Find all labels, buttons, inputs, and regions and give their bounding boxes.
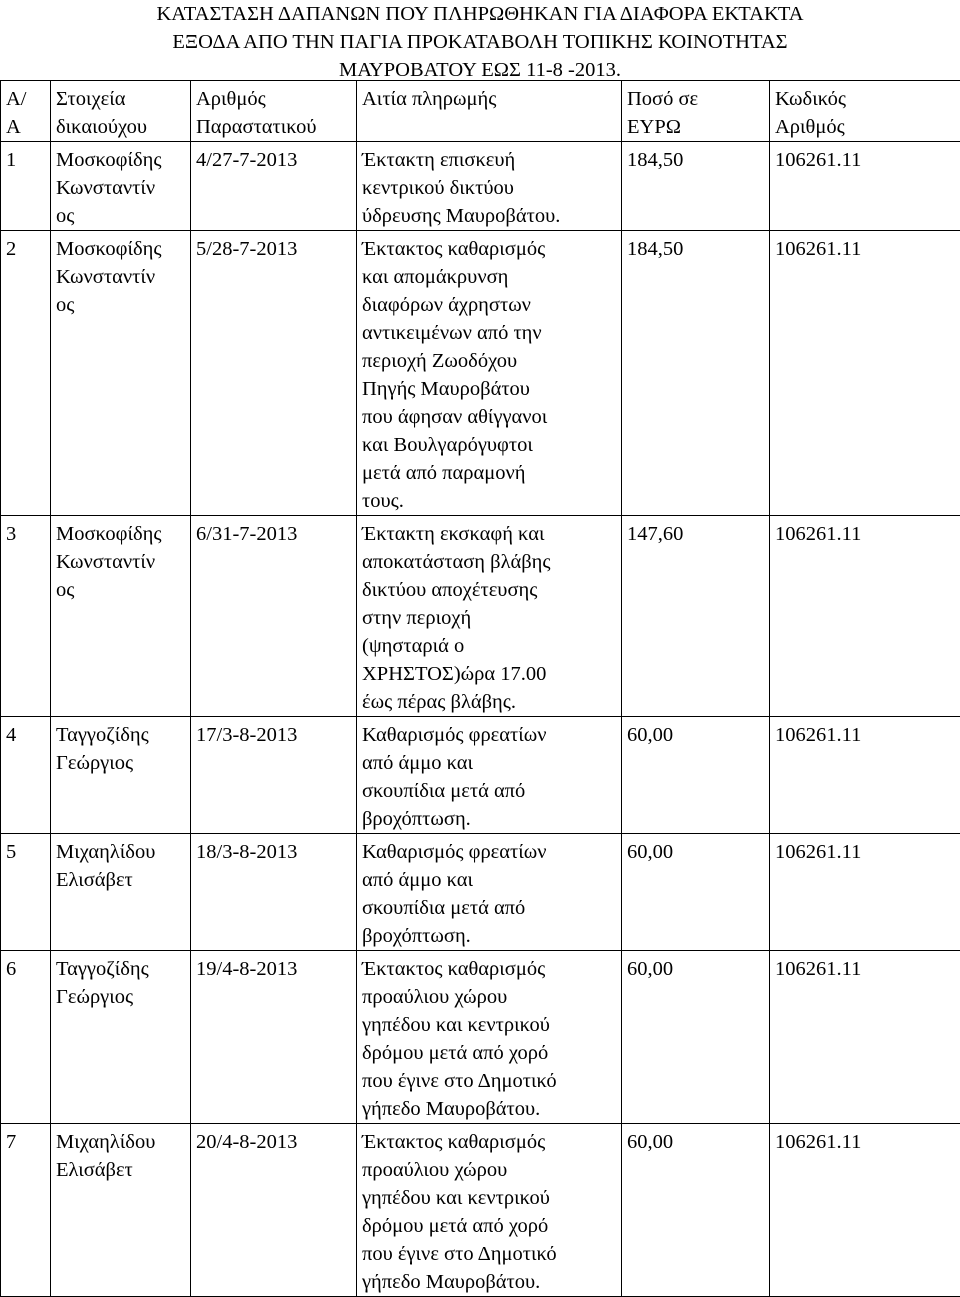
header-amount: Ποσό σε ΕΥΡΩ [622,81,770,142]
beneficiary-cell: Μοσκοφίδης Κωνσταντίν ος [51,142,191,231]
row-number: 1 [1,142,51,231]
reference-cell: 17/3-8-2013 [191,717,357,834]
code-cell: 106261.11 [770,231,960,516]
reason-cell: Έκτακτος καθαρισμός προαύλιου χώρου γηπέδου και κεντρικού δρόμου μετά από χορό που έγινε στο Δημοτικό γήπεδο Μαυροβάτου. [357,951,622,1124]
beneficiary-cell: Μιχαηλίδου Ελισάβετ [51,1124,191,1297]
reference-cell: 20/4-8-2013 [191,1124,357,1297]
row-number: 6 [1,951,51,1124]
amount-cell: 60,00 [622,951,770,1124]
code-cell: 106261.11 [770,834,960,951]
beneficiary-cell: Μοσκοφίδης Κωνσταντίν ος [51,516,191,717]
table-header-row [1,81,960,142]
table-row [1,142,960,231]
table-row [1,231,960,516]
reason-cell: Καθαρισμός φρεατίων από άμμο και σκουπίδια μετά από βροχόπτωση. [357,717,622,834]
table-row [1,516,960,717]
code-cell: 106261.11 [770,142,960,231]
reason-cell: Έκτακτη επισκευή κεντρικού δικτύου ύδρευσης Μαυροβάτου. [357,142,622,231]
table-row [1,834,960,951]
expenses-table [0,80,960,1297]
amount-cell: 60,00 [622,717,770,834]
row-number: 3 [1,516,51,717]
code-cell: 106261.11 [770,516,960,717]
row-number: 2 [1,231,51,516]
table-body [1,142,960,1297]
reference-cell: 6/31-7-2013 [191,516,357,717]
amount-cell: 184,50 [622,231,770,516]
beneficiary-cell: Ταγγοζίδης Γεώργιος [51,951,191,1124]
header-no: Α/ Α [1,81,51,142]
header-ref: Αριθμός Παραστατικού [191,81,357,142]
code-cell: 106261.11 [770,951,960,1124]
reason-cell: Έκτακτος καθαρισμός προαύλιου χώρου γηπέδου και κεντρικού δρόμου μετά από χορό που έγινε στο Δημοτικό γήπεδο Μαυροβάτου. [357,1124,622,1297]
reason-cell: Καθαρισμός φρεατίων από άμμο και σκουπίδια μετά από βροχόπτωση. [357,834,622,951]
row-number: 5 [1,834,51,951]
beneficiary-cell: Μοσκοφίδης Κωνσταντίν ος [51,231,191,516]
reference-cell: 5/28-7-2013 [191,231,357,516]
code-cell: 106261.11 [770,717,960,834]
amount-cell: 184,50 [622,142,770,231]
code-cell: 106261.11 [770,1124,960,1297]
amount-cell: 147,60 [622,516,770,717]
header-code: Κωδικός Αριθμός [770,81,960,142]
table-row [1,951,960,1124]
beneficiary-cell: Μιχαηλίδου Ελισάβετ [51,834,191,951]
header-beneficiary: Στοιχεία δικαιούχου [51,81,191,142]
amount-cell: 60,00 [622,834,770,951]
reference-cell: 4/27-7-2013 [191,142,357,231]
amount-cell: 60,00 [622,1124,770,1297]
title-line-1: ΚΑΤΑΣΤΑΣΗ ΔΑΠΑΝΩΝ ΠΟΥ ΠΛΗΡΩΘΗΚΑΝ ΓΙΑ ΔΙΑΦΟΡΑ ΕΚΤΑΚΤΑ [60,0,900,28]
title-line-2: ΕΞΟΔΑ ΑΠΟ ΤΗΝ ΠΑΓΙΑ ΠΡΟΚΑΤΑΒΟΛΗ ΤΟΠΙΚΗΣ ΚΟΙΝΟΤΗΤΑΣ [60,28,900,56]
reference-cell: 19/4-8-2013 [191,951,357,1124]
reference-cell: 18/3-8-2013 [191,834,357,951]
table-row [1,717,960,834]
reason-cell: Έκτακτη εκσκαφή και αποκατάσταση βλάβης δικτύου αποχέτευσης στην περιοχή (ψησταριά ο ΧΡΗΣΤΟΣ)ώρα 17.00 έως πέρας βλάβης. [357,516,622,717]
reason-cell: Έκτακτος καθαρισμός και απομάκρυνση διαφόρων άχρηστων αντικειμένων από την περιοχή Ζωοδόχου Πηγής Μαυροβάτου που άφησαν αθίγγανοι και Βουλγαρόγυφτοι μετά από παραμονή τους. [357,231,622,516]
row-number: 7 [1,1124,51,1297]
row-number: 4 [1,717,51,834]
header-reason: Αιτία πληρωμής [357,81,622,142]
document-title [60,0,900,84]
table-row [1,1124,960,1297]
title-line-3: ΜΑΥΡΟΒΑΤΟΥ ΕΩΣ 11-8 -2013. [60,56,900,84]
beneficiary-cell: Ταγγοζίδης Γεώργιος [51,717,191,834]
